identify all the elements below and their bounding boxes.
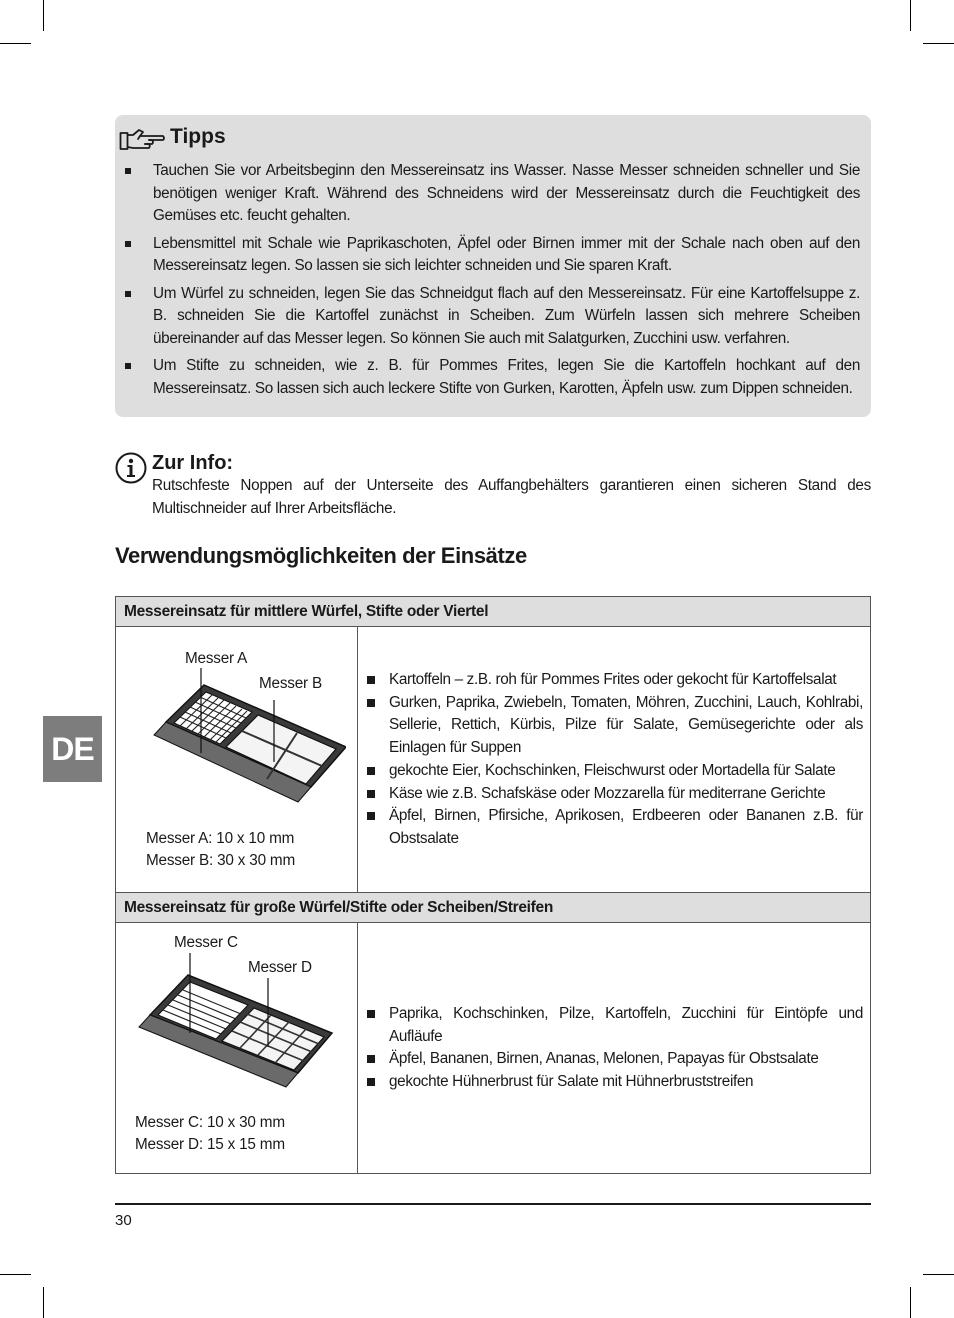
use-text: Äpfel, Birnen, Pfirsiche, Aprikosen, Erdbeeren oder Bananen z.B. für Obstsalate	[389, 807, 863, 847]
crop-mark	[923, 43, 954, 44]
tips-title: Tipps	[170, 125, 226, 148]
crop-mark	[0, 1274, 31, 1275]
tips-list	[125, 160, 860, 405]
blade-spec-d: Messer D: 15 x 15 mm	[135, 1136, 285, 1153]
bullet-square-icon	[367, 812, 375, 820]
page-number: 30	[115, 1212, 132, 1229]
uses-list	[367, 1003, 863, 1094]
use-text: Käse wie z.B. Schafskäse oder Mozzarella für mediterrane Gerichte	[389, 784, 826, 802]
tip-item	[125, 233, 860, 278]
table-row	[115, 923, 871, 1174]
use-text: gekochte Hühnerbrust für Salate mit Hühnerbruststreifen	[389, 1073, 754, 1091]
blade-insert-illustration	[146, 667, 346, 817]
bullet-square-icon	[367, 676, 375, 684]
tip-item	[125, 160, 860, 228]
use-text: Äpfel, Bananen, Birnen, Ananas, Melonen, Papayas für Obstsalate	[389, 1050, 819, 1068]
blade-insert-illustration	[136, 953, 336, 1103]
list-item	[367, 1003, 863, 1048]
column-divider	[357, 627, 358, 892]
bullet-square-icon	[125, 168, 131, 174]
table-row-header: Messereinsatz für große Würfel/Stifte oder Scheiben/Streifen	[115, 892, 871, 923]
footer-rule	[115, 1203, 871, 1205]
blade-label-b: Messer B	[259, 675, 323, 692]
crop-mark	[43, 1287, 44, 1318]
tip-text: Tauchen Sie vor Arbeitsbeginn den Messereinsatz ins Wasser. Nasse Messer schneiden schneller und Sie benötigen weniger Kraft. Während des Schneidens wird der Messereinsatz durch die Feuchtigkeit des Gemüses etc. feucht gehalten.	[153, 162, 860, 224]
crop-mark	[910, 0, 911, 31]
crop-mark	[910, 1287, 911, 1318]
info-title: Zur Info:	[152, 452, 234, 474]
blade-spec-b: Messer B: 30 x 30 mm	[146, 852, 296, 869]
column-divider	[357, 923, 358, 1173]
table-row	[115, 627, 871, 893]
list-item	[367, 692, 863, 760]
use-text: Paprika, Kochschinken, Pilze, Kartoffeln, Zucchini für Eintöpfe und Aufläufe	[389, 1005, 863, 1045]
list-item	[367, 805, 863, 850]
bullet-square-icon	[367, 699, 375, 707]
info-text: Rutschfeste Noppen auf der Unterseite des Auffangbehälters garantieren einen sicheren Stand des Multischneider auf Ihrer Arbeitsfläche.	[152, 477, 871, 517]
language-tab: DE	[43, 716, 102, 782]
use-text: Gurken, Paprika, Zwiebeln, Tomaten, Möhren, Zucchini, Lauch, Kohlrabi, Sellerie, Rettich, Kürbis, Pilze für Salate, Gemüsegerichte oder als Einlagen für Suppen	[389, 693, 863, 757]
uses-list	[367, 669, 863, 851]
use-text: Kartoffeln – z.B. roh für Pommes Frites oder gekocht für Kartoffelsalat	[389, 671, 837, 688]
list-item	[367, 760, 863, 783]
bullet-square-icon	[367, 1010, 375, 1018]
tip-text: Um Würfel zu schneiden, legen Sie das Schneidgut flach auf den Messereinsatz. Für eine Kartoffelsuppe z. B. schneiden Sie die Kartoffel zunächst in Scheiben. Zum Würfeln lassen sich mehrere Scheiben übereinander auf das Messer legen. So können Sie auch mit Salatgurken, Zucchini usw. verfahren.	[153, 284, 860, 347]
bullet-square-icon	[125, 241, 131, 247]
crop-mark	[0, 43, 31, 44]
bullet-square-icon	[367, 790, 375, 798]
pointing-hand-icon	[119, 126, 167, 152]
section-title: Verwendungsmöglichkeiten der Einsätze	[115, 543, 527, 568]
crop-mark	[43, 0, 44, 31]
bullet-square-icon	[367, 1078, 375, 1086]
bullet-square-icon	[367, 1055, 375, 1063]
blade-spec-a: Messer A: 10 x 10 mm	[146, 830, 295, 847]
tip-text: Um Stifte zu schneiden, wie z. B. für Pommes Frites, legen Sie die Kartoffeln hochkant auf den Messereinsatz. So lassen sich auch leckere Stifte von Gurken, Karotten, Äpfeln usw. zum Dippen schneiden.	[153, 357, 860, 397]
tip-item	[125, 283, 860, 351]
crop-mark	[923, 1274, 954, 1275]
tip-item	[125, 355, 860, 400]
blade-label-a: Messer A	[185, 650, 248, 667]
list-item	[367, 1048, 863, 1071]
bullet-square-icon	[125, 291, 131, 297]
info-circle-icon	[115, 452, 147, 484]
table-row-header: Messereinsatz für mittlere Würfel, Stifte oder Viertel	[115, 596, 871, 627]
list-item	[367, 669, 863, 692]
use-text: gekochte Eier, Kochschinken, Fleischwurst oder Mortadella für Salate	[389, 761, 836, 779]
tip-text: Lebensmittel mit Schale wie Paprikaschoten, Äpfel oder Birnen immer mit der Schale nach oben auf den Messereinsatz legen. So lassen sie sich leichter schneiden und Sie sparen Kraft.	[153, 234, 860, 274]
bullet-square-icon	[367, 767, 375, 775]
blade-label-c: Messer C	[174, 934, 238, 951]
blade-spec-c: Messer C: 10 x 30 mm	[135, 1114, 285, 1131]
bullet-square-icon	[125, 363, 131, 369]
list-item	[367, 1071, 863, 1094]
blade-label-d: Messer D	[248, 959, 312, 976]
list-item	[367, 783, 863, 806]
